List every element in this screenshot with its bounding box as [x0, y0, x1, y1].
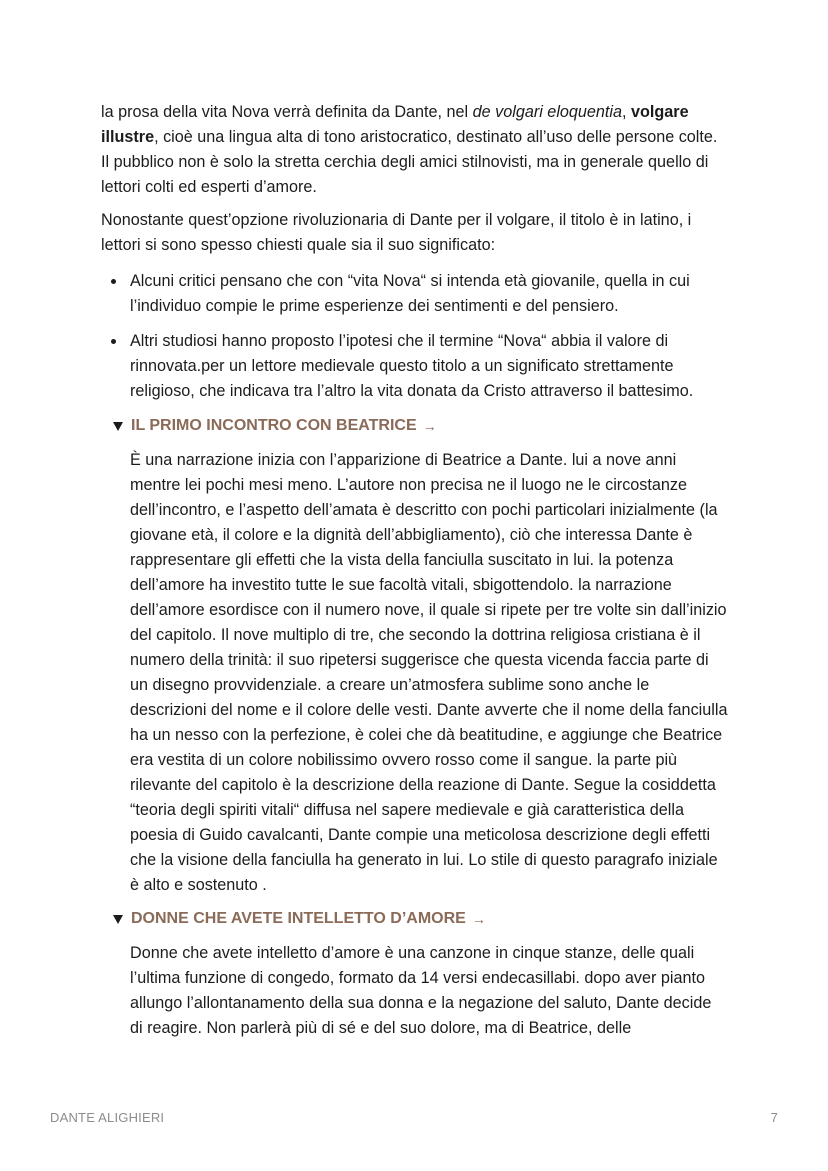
triangle-down-icon[interactable]	[113, 915, 123, 924]
toggle-body-text: Donne che avete intelletto d’amore è una canzone in cinque stanze, delle quali l’ultima funzione di congedo, formato da 14 versi endecasillabi. dopo aver pianto allungo l’allontanamento della sua donna e la negazione del saluto, Dante decide di reagire. Non parlerà più di sé e del suo dolore, ma di Beatrice, delle	[130, 944, 712, 1037]
toggle-section-primo-incontro	[113, 414, 728, 898]
toggle-title[interactable]: IL PRIMO INCONTRO CON BEATRICE	[131, 417, 417, 434]
toggle-header[interactable]	[113, 414, 728, 438]
intro-italic-title: de volgari eloquentia	[472, 103, 623, 121]
list-item	[101, 329, 726, 404]
list-item	[101, 269, 726, 319]
arrow-right-icon[interactable]: →	[471, 911, 486, 927]
intro-bold-term: volgare illustre	[101, 103, 689, 146]
bullet-list	[101, 269, 726, 404]
intro-text-continued: , cioè una lingua alta di tono aristocratico, destinato all’uso delle persone colte. Il pubblico non è solo la stretta cerchia degli amici stilnovisti, ma in generale quello di lettori colti ed esperti d’amore.	[101, 128, 718, 196]
triangle-down-icon[interactable]	[113, 422, 123, 431]
toggle-title[interactable]: DONNE CHE AVETE INTELLETTO D’AMORE	[131, 910, 466, 927]
title-question-paragraph: Nonostante quest’opzione rivoluzionaria di Dante per il volgare, il titolo è in latino, i lettori si sono spesso chiesti quale sia il suo significato:	[101, 211, 692, 254]
bullet-dot-icon	[111, 279, 116, 284]
footer-title: DANTE ALIGHIERI	[50, 1110, 165, 1125]
bullet-dot-icon	[111, 339, 116, 344]
intro-separator: ,	[622, 103, 632, 121]
intro-paragraph	[101, 100, 726, 200]
arrow-right-icon[interactable]: →	[422, 418, 437, 434]
toggle-section-donne	[113, 907, 728, 1041]
page-number: 7	[770, 1110, 778, 1125]
list-item-text: Altri studiosi hanno proposto l’ipotesi che il termine “Nova“ abbia il valore di rinnovata.per un lettore medievale questo titolo a un significato strettamente religioso, che indicava tra l’altro la vita donata da Cristo attraverso il battesimo.	[130, 332, 694, 400]
list-item-text: Alcuni critici pensano che con “vita Nova“ si intenda età giovanile, quella in cui l’individuo compie le prime esperienze dei sentimenti e del pensiero.	[130, 272, 690, 315]
toggle-header[interactable]	[113, 907, 728, 931]
toggle-body-text: È una narrazione inizia con l’apparizione di Beatrice a Dante. lui a nove anni mentre lei pochi mesi meno. L’autore non precisa ne il luogo ne le circostanze dell’incontro, e l’aspetto dell’amata è descritto con pochi particolari inizialmente (la giovane età, il colore e la dignità dell’abbigliamento), ciò che interessa Dante è rappresentare gli effetti che la vista della fanciulla suscitato in lui. la potenza dell’amore ha investito tutte le sue facoltà vitali, sbigottendolo. la narrazione dell’amore esordisce con il numero nove, il quale si ripete per tre volte sin dall’inizio del capitolo. Il nove multiplo di tre, che secondo la dottrina religiosa cristiana è il numero della trinità: il suo ripetersi suggerisce che questa vicenda faccia parte di un disegno provvidenziale. a creare un’atmosfera sublime sono anche le descrizioni del nome e il colore delle vesti. Dante avverte che il nome della fanciulla ha un nesso con la perfezione, è colei che dà beatitudine, e aggiunge che Beatrice era vestita di un colore nobilissimo ovvero rosso come il sangue. la parte più rilevante del capitolo è la descrizione della reazione di Dante. Segue la cosiddetta “teoria degli spiriti vitali“ diffusa nel sapere medievale e già caratteristica della poesia di Guido cavalcanti, Dante compie una meticolosa descrizione degli effetti che la visione della fanciulla ha generato in lui. Lo stile di questo paragrafo iniziale è alto e sostenuto .	[130, 451, 728, 894]
intro-text: la prosa della vita Nova verrà definita da Dante, nel	[101, 103, 473, 121]
